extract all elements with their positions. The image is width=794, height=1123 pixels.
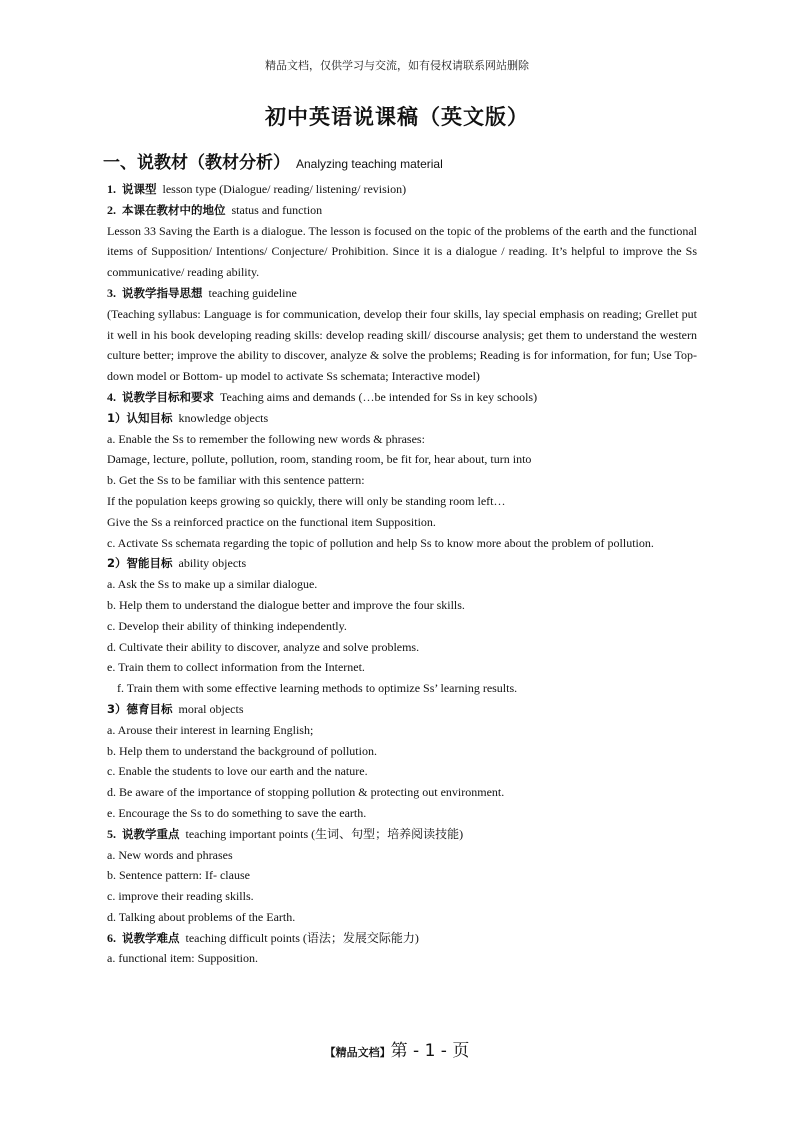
item-number: 4. bbox=[107, 389, 116, 404]
item-status bbox=[107, 200, 697, 221]
list-item: Damage, lecture, pollute, pollution, room, standing room, be fit for, hear about, turn into bbox=[107, 452, 532, 467]
item-number: 3. bbox=[107, 285, 116, 300]
list-item: b. Help them to understand the background of pollution. bbox=[107, 743, 377, 758]
document-title: 初中英语说课稿（英文版） bbox=[265, 104, 529, 129]
footer-tag: 【精品文档】 bbox=[324, 1046, 391, 1059]
item-label-zh: 说教学指导思想 bbox=[122, 285, 203, 300]
sub-label-zh: 智能目标 bbox=[126, 556, 173, 571]
section-heading bbox=[103, 148, 697, 173]
sub-label-en: ability objects bbox=[178, 556, 247, 571]
list-item: a. Ask the Ss to make up a similar dialogue. bbox=[107, 577, 318, 592]
list-item: a. functional item: Supposition. bbox=[107, 951, 258, 966]
sub-label-zh: 德育目标 bbox=[126, 701, 173, 716]
list-item: e. Encourage the Ss to do something to save the earth. bbox=[107, 805, 367, 820]
item-aims bbox=[107, 387, 697, 408]
list-item: e. Train them to collect information from the Internet. bbox=[107, 660, 365, 675]
item-label-en: status and function bbox=[231, 202, 323, 217]
subheading-knowledge bbox=[107, 408, 697, 429]
list-item: d. Talking about problems of the Earth. bbox=[107, 909, 296, 924]
item-guideline bbox=[107, 283, 697, 304]
section-heading-en: Analyzing teaching material bbox=[296, 157, 443, 171]
item-label-en: teaching important points (生词、句型；培养阅读技能) bbox=[185, 826, 464, 841]
item-label-en: Teaching aims and demands (…be intended for Ss in key schools) bbox=[220, 389, 538, 404]
list-item: f. Train them with some effective learning methods to optimize Ss’ learning results. bbox=[117, 681, 518, 696]
item-number: 6. bbox=[107, 930, 116, 945]
item-label-zh: 说教学重点 bbox=[122, 826, 180, 841]
subheading-moral bbox=[107, 699, 697, 720]
header-note: 精品文档，仅供学习与交流，如有侵权请联系网站删除 bbox=[265, 59, 529, 72]
page-number: 第 - 1 - 页 bbox=[390, 1041, 470, 1061]
document-body bbox=[103, 148, 697, 969]
subheading-ability bbox=[107, 553, 697, 574]
list-item: d. Be aware of the importance of stopping pollution & protecting out environment. bbox=[107, 785, 505, 800]
list-item: b. Help them to understand the dialogue better and improve the four skills. bbox=[107, 597, 465, 612]
sub-number: 1） bbox=[107, 410, 127, 425]
list-item: a. Enable the Ss to remember the following new words & phrases: bbox=[107, 431, 425, 446]
item-number: 2. bbox=[107, 202, 116, 217]
list-item: a. New words and phrases bbox=[107, 847, 233, 862]
item-label-zh: 说教学目标和要求 bbox=[122, 389, 214, 404]
item-lesson-type bbox=[107, 179, 697, 200]
list-item: d. Cultivate their ability to discover, analyze and solve problems. bbox=[107, 639, 420, 654]
item-label-en: lesson type (Dialogue/ reading/ listening/ revision) bbox=[162, 182, 407, 196]
item-important-points bbox=[107, 824, 697, 845]
list-item: c. improve their reading skills. bbox=[107, 889, 254, 904]
section-heading-zh: 一、说教材（教材分析） bbox=[103, 153, 290, 173]
item-label-zh: 说教学难点 bbox=[122, 930, 180, 945]
sub-label-en: moral objects bbox=[178, 701, 244, 716]
status-paragraph: Lesson 33 Saving the Earth is a dialogue. The lesson is focused on the topic of the problems of the earth and the functional items of Supposition/ Intentions/ Conjecture/ Prohibition. Since it is a dialogue / reading. It’s helpful to improve the Ss communicative/ reading ability. bbox=[107, 223, 697, 280]
list-item: c. Enable the students to love our earth and the nature. bbox=[107, 764, 368, 779]
item-label-en: teaching guideline bbox=[208, 285, 297, 300]
page-footer bbox=[0, 1036, 794, 1061]
item-number: 5. bbox=[107, 826, 116, 841]
list-item: c. Develop their ability of thinking independently. bbox=[107, 618, 347, 633]
sub-label-zh: 认知目标 bbox=[126, 410, 173, 425]
sub-number: 3） bbox=[107, 701, 127, 716]
list-item: a. Arouse their interest in learning English; bbox=[107, 722, 314, 737]
guideline-paragraph: (Teaching syllabus: Language is for communication, develop their four skills, lay special emphasis on reading; Grellet put it well in his book developing reading skills: develop reading skill/ discourse analysis; get them to understand the western culture better; improve the ability to discover, analyze & solve the problems; Reading is for information, for fun; Use Top- down model or Bottom- up model to activate Ss schemata; Interactive model) bbox=[107, 306, 697, 384]
list-item: c. Activate Ss schemata regarding the topic of pollution and help Ss to know more about the problem of pollution. bbox=[107, 535, 654, 550]
list-item: Give the Ss a reinforced practice on the functional item Supposition. bbox=[107, 514, 436, 529]
list-item: b. Get the Ss to be familiar with this sentence pattern: bbox=[107, 473, 365, 488]
list-item: If the population keeps growing so quickly, there will only be standing room left… bbox=[107, 493, 506, 508]
item-number: 1. bbox=[107, 182, 116, 196]
sub-label-en: knowledge objects bbox=[178, 410, 269, 425]
list-item: b. Sentence pattern: If- clause bbox=[107, 868, 250, 883]
item-difficult-points bbox=[107, 928, 697, 949]
sub-number: 2） bbox=[107, 556, 127, 571]
item-label-en: teaching difficult points (语法；发展交际能力) bbox=[185, 930, 419, 945]
item-label-zh: 说课型 bbox=[122, 182, 157, 196]
item-label-zh: 本课在教材中的地位 bbox=[122, 202, 226, 217]
